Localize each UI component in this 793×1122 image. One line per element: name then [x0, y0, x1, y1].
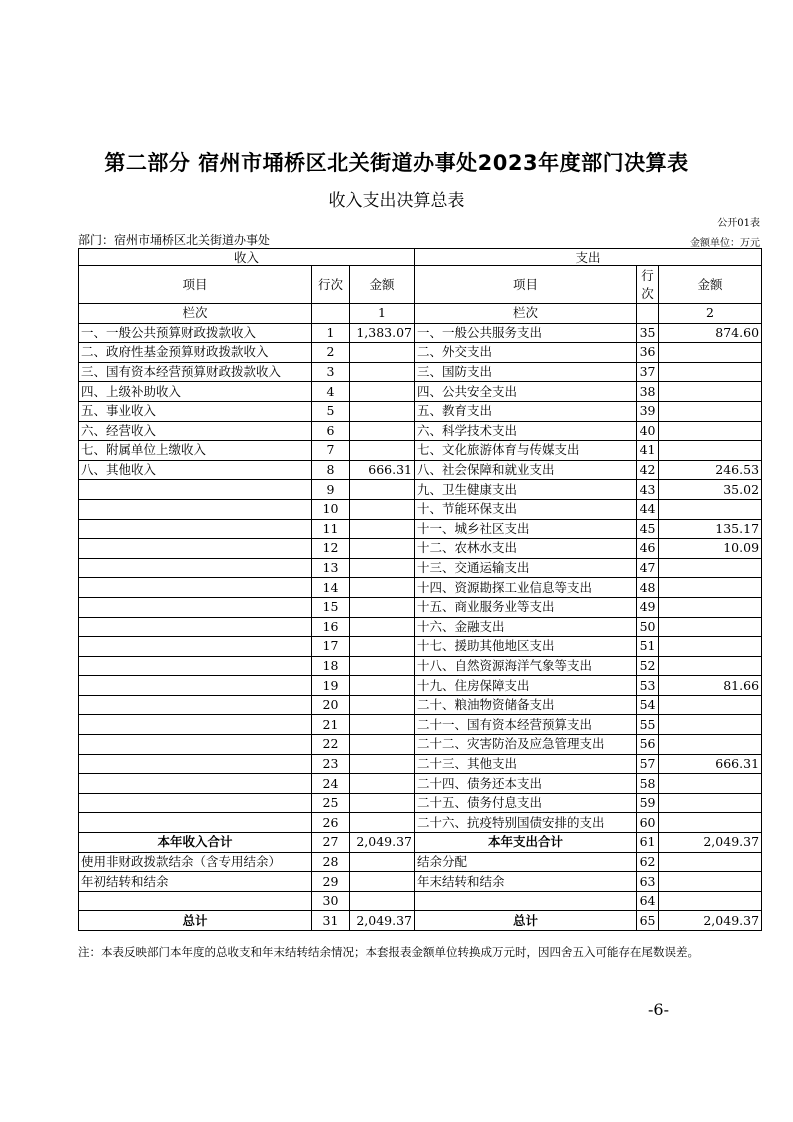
- income-amount-cell: [350, 793, 415, 813]
- expense-amount-cell: [659, 382, 762, 402]
- header-row-columns: [79, 266, 762, 304]
- expense-col-label: 栏次: [415, 304, 637, 324]
- table-row: [79, 754, 762, 774]
- income-item-cell: 一、一般公共预算财政拨款收入: [79, 323, 312, 343]
- expense-rowno-cell: 51: [637, 637, 659, 657]
- income-item-cell: 本年收入合计: [79, 833, 312, 853]
- expense-item-cell: 十三、交通运输支出: [415, 558, 637, 578]
- expense-item-cell: 十九、住房保障支出: [415, 676, 637, 696]
- income-amount-cell: [350, 441, 415, 461]
- income-rowno-cell: 26: [312, 813, 350, 833]
- income-amount-cell: [350, 480, 415, 500]
- expense-item-cell: 二十四、债务还本支出: [415, 774, 637, 794]
- income-amount-cell: [350, 597, 415, 617]
- income-header: 收入: [79, 249, 415, 266]
- expense-item-cell: 十七、援助其他地区支出: [415, 637, 637, 657]
- income-amount-cell: 666.31: [350, 460, 415, 480]
- form-number: 公开01表: [717, 218, 760, 229]
- expense-rowno-cell: 43: [637, 480, 659, 500]
- income-rowno-cell: 25: [312, 793, 350, 813]
- table-row: [79, 813, 762, 833]
- amount-unit-label: 金额单位：万元: [690, 238, 760, 249]
- income-rowno-cell: 23: [312, 754, 350, 774]
- table-row: [79, 793, 762, 813]
- expense-rowno-cell: 58: [637, 774, 659, 794]
- expense-amount-cell: 666.31: [659, 754, 762, 774]
- income-rowno-cell: 22: [312, 735, 350, 755]
- expense-item-header: 项目: [415, 266, 637, 304]
- income-rowno-cell: 4: [312, 382, 350, 402]
- income-amount-cell: [350, 401, 415, 421]
- income-item-cell: [79, 558, 312, 578]
- expense-amount-cell: [659, 656, 762, 676]
- expense-item-cell: [415, 891, 637, 911]
- income-item-cell: 总计: [79, 911, 312, 931]
- income-rowno-cell: 14: [312, 578, 350, 598]
- income-amount-cell: [350, 656, 415, 676]
- expense-item-cell: 四、公共安全支出: [415, 382, 637, 402]
- income-item-cell: 六、经营收入: [79, 421, 312, 441]
- page-title: 第二部分 宿州市埇桥区北关街道办事处2023年度部门决算表: [104, 151, 689, 175]
- expense-item-cell: 八、社会保障和就业支出: [415, 460, 637, 480]
- income-amount-header: 金额: [350, 266, 415, 304]
- table-row: [79, 774, 762, 794]
- expense-amount-cell: [659, 813, 762, 833]
- expense-item-cell: 本年支出合计: [415, 833, 637, 853]
- expense-amount-cell: [659, 578, 762, 598]
- expense-amount-cell: [659, 695, 762, 715]
- income-item-cell: [79, 891, 312, 911]
- table-row: [79, 833, 762, 853]
- expense-amount-cell: 246.53: [659, 460, 762, 480]
- table-row: [79, 656, 762, 676]
- income-rowno-cell: 15: [312, 597, 350, 617]
- expense-item-cell: 总计: [415, 911, 637, 931]
- expense-item-cell: 二、外交支出: [415, 343, 637, 363]
- income-rowno-cell: 6: [312, 421, 350, 441]
- income-col-label: 栏次: [79, 304, 312, 324]
- income-item-cell: [79, 695, 312, 715]
- expense-item-cell: 十八、自然资源海洋气象等支出: [415, 656, 637, 676]
- income-item-cell: [79, 676, 312, 696]
- income-amount-cell: [350, 558, 415, 578]
- expense-rowno-cell: 62: [637, 852, 659, 872]
- income-rowno-cell: 16: [312, 617, 350, 637]
- income-amount-cell: [350, 362, 415, 382]
- table-row: [79, 637, 762, 657]
- income-rowno-cell: 9: [312, 480, 350, 500]
- expense-rowno-cell: 39: [637, 401, 659, 421]
- expense-amount-cell: 135.17: [659, 519, 762, 539]
- table-row: [79, 617, 762, 637]
- table-row: [79, 891, 762, 911]
- income-amount-cell: [350, 774, 415, 794]
- income-rowno-cell: 19: [312, 676, 350, 696]
- table-row: [79, 852, 762, 872]
- expense-rowno-cell: 60: [637, 813, 659, 833]
- income-rowno-cell: 13: [312, 558, 350, 578]
- income-rowno-cell: 21: [312, 715, 350, 735]
- expense-amount-cell: 35.02: [659, 480, 762, 500]
- income-item-cell: [79, 813, 312, 833]
- expense-rowno-cell: 47: [637, 558, 659, 578]
- income-item-cell: [79, 499, 312, 519]
- income-amount-cell: [350, 617, 415, 637]
- table-row: [79, 401, 762, 421]
- expense-item-cell: 九、卫生健康支出: [415, 480, 637, 500]
- expense-amount-cell: [659, 872, 762, 892]
- income-amount-cell: [350, 676, 415, 696]
- table-row: [79, 343, 762, 363]
- income-item-cell: 年初结转和结余: [79, 872, 312, 892]
- expense-amount-cell: [659, 735, 762, 755]
- income-rowno-cell: 20: [312, 695, 350, 715]
- income-item-cell: [79, 793, 312, 813]
- income-item-cell: [79, 519, 312, 539]
- expense-amount-cell: [659, 793, 762, 813]
- income-col-blank: [312, 304, 350, 324]
- expense-header: 支出: [415, 249, 762, 266]
- expense-item-cell: 三、国防支出: [415, 362, 637, 382]
- income-rowno-cell: 31: [312, 911, 350, 931]
- income-item-cell: [79, 715, 312, 735]
- expense-amount-cell: [659, 401, 762, 421]
- expense-amount-cell: 81.66: [659, 676, 762, 696]
- expense-item-cell: 十四、资源勘探工业信息等支出: [415, 578, 637, 598]
- col-index-2: 2: [659, 304, 762, 324]
- income-amount-cell: 2,049.37: [350, 833, 415, 853]
- income-rowno-cell: 18: [312, 656, 350, 676]
- expense-item-cell: 二十、粮油物资储备支出: [415, 695, 637, 715]
- expense-item-cell: 一、一般公共服务支出: [415, 323, 637, 343]
- income-rowno-cell: 1: [312, 323, 350, 343]
- table-row: [79, 911, 762, 931]
- income-item-cell: 八、其他收入: [79, 460, 312, 480]
- expense-item-cell: 十一、城乡社区支出: [415, 519, 637, 539]
- table-row: [79, 519, 762, 539]
- income-amount-cell: [350, 852, 415, 872]
- table-row: [79, 382, 762, 402]
- expense-rowno-cell: 36: [637, 343, 659, 363]
- expense-amount-cell: [659, 852, 762, 872]
- income-amount-cell: [350, 695, 415, 715]
- income-amount-cell: [350, 813, 415, 833]
- expense-item-cell: 十二、农林水支出: [415, 539, 637, 559]
- income-item-cell: [79, 578, 312, 598]
- expense-amount-cell: [659, 558, 762, 578]
- expense-rowno-cell: 53: [637, 676, 659, 696]
- expense-rowno-cell: 46: [637, 539, 659, 559]
- income-amount-cell: [350, 382, 415, 402]
- income-amount-cell: 1,383.07: [350, 323, 415, 343]
- income-rowno-cell: 3: [312, 362, 350, 382]
- expense-amount-cell: 2,049.37: [659, 911, 762, 931]
- expense-amount-cell: 10.09: [659, 539, 762, 559]
- income-amount-cell: [350, 754, 415, 774]
- expense-rowno-cell: 41: [637, 441, 659, 461]
- expense-rowno-cell: 65: [637, 911, 659, 931]
- expense-amount-cell: [659, 637, 762, 657]
- income-rowno-cell: 10: [312, 499, 350, 519]
- expense-item-cell: 十五、商业服务业等支出: [415, 597, 637, 617]
- expense-rowno-cell: 38: [637, 382, 659, 402]
- income-rowno-cell: 17: [312, 637, 350, 657]
- expense-rowno-cell: 48: [637, 578, 659, 598]
- table-row: [79, 421, 762, 441]
- table-row: [79, 676, 762, 696]
- income-rowno-cell: 24: [312, 774, 350, 794]
- expense-rowno-cell: 42: [637, 460, 659, 480]
- expense-rowno-cell: 63: [637, 872, 659, 892]
- rowno-char-1: 行: [641, 267, 654, 283]
- income-rowno-header: 行次: [312, 266, 350, 304]
- department-label: 部门：宿州市埇桥区北关街道办事处: [78, 233, 271, 247]
- expense-rowno-cell: 35: [637, 323, 659, 343]
- expense-rowno-cell: 64: [637, 891, 659, 911]
- table-row: [79, 872, 762, 892]
- income-amount-cell: 2,049.37: [350, 911, 415, 931]
- expense-amount-cell: [659, 597, 762, 617]
- income-amount-cell: [350, 735, 415, 755]
- income-expense-table: [78, 248, 762, 931]
- income-rowno-cell: 11: [312, 519, 350, 539]
- table-row: [79, 539, 762, 559]
- table-row: [79, 499, 762, 519]
- table-row: [79, 558, 762, 578]
- expense-amount-header: 金额: [659, 266, 762, 304]
- expense-amount-cell: [659, 343, 762, 363]
- income-item-cell: 四、上级补助收入: [79, 382, 312, 402]
- expense-rowno-header: [637, 266, 659, 304]
- income-item-cell: 五、事业收入: [79, 401, 312, 421]
- income-item-cell: 二、政府性基金预算财政拨款收入: [79, 343, 312, 363]
- table-row: [79, 578, 762, 598]
- table-note: 注：本表反映部门本年度的总收支和年末结转结余情况；本套报表金额单位转换成万元时，因四舍五入可能存在尾数误差。: [78, 945, 699, 959]
- expense-item-cell: 五、教育支出: [415, 401, 637, 421]
- income-item-cell: [79, 656, 312, 676]
- income-amount-cell: [350, 578, 415, 598]
- expense-rowno-cell: 56: [637, 735, 659, 755]
- income-item-cell: 三、国有资本经营预算财政拨款收入: [79, 362, 312, 382]
- expense-rowno-cell: 59: [637, 793, 659, 813]
- income-amount-cell: [350, 343, 415, 363]
- expense-col-blank: [637, 304, 659, 324]
- header-row-sections: [79, 249, 762, 266]
- income-rowno-cell: 12: [312, 539, 350, 559]
- income-item-cell: [79, 617, 312, 637]
- expense-item-cell: 六、科学技术支出: [415, 421, 637, 441]
- expense-item-cell: 年末结转和结余: [415, 872, 637, 892]
- table-subtitle: 收入支出决算总表: [328, 191, 465, 211]
- income-item-cell: [79, 735, 312, 755]
- expense-rowno-cell: 37: [637, 362, 659, 382]
- expense-item-cell: 二十五、债务付息支出: [415, 793, 637, 813]
- expense-amount-cell: [659, 499, 762, 519]
- income-rowno-cell: 27: [312, 833, 350, 853]
- income-amount-cell: [350, 499, 415, 519]
- income-item-cell: [79, 597, 312, 617]
- expense-item-cell: 七、文化旅游体育与传媒支出: [415, 441, 637, 461]
- table-row: [79, 362, 762, 382]
- expense-item-cell: 十、节能环保支出: [415, 499, 637, 519]
- expense-rowno-cell: 50: [637, 617, 659, 637]
- table-row: [79, 735, 762, 755]
- income-amount-cell: [350, 715, 415, 735]
- income-item-cell: [79, 774, 312, 794]
- expense-amount-cell: [659, 421, 762, 441]
- rowno-char-2: 次: [641, 285, 654, 301]
- income-item-cell: [79, 637, 312, 657]
- expense-rowno-cell: 61: [637, 833, 659, 853]
- expense-rowno-cell: 52: [637, 656, 659, 676]
- income-item-cell: [79, 480, 312, 500]
- table-row: [79, 441, 762, 461]
- expense-amount-cell: [659, 891, 762, 911]
- expense-rowno-cell: 54: [637, 695, 659, 715]
- income-amount-cell: [350, 872, 415, 892]
- income-rowno-cell: 29: [312, 872, 350, 892]
- expense-rowno-cell: 45: [637, 519, 659, 539]
- column-index-row: [79, 304, 762, 324]
- income-rowno-cell: 8: [312, 460, 350, 480]
- expense-amount-cell: [659, 715, 762, 735]
- income-item-cell: 使用非财政拨款结余（含专用结余）: [79, 852, 312, 872]
- expense-amount-cell: 874.60: [659, 323, 762, 343]
- expense-item-cell: 十六、金融支出: [415, 617, 637, 637]
- expense-item-cell: 二十六、抗疫特别国债安排的支出: [415, 813, 637, 833]
- income-amount-cell: [350, 891, 415, 911]
- expense-item-cell: 二十二、灾害防治及应急管理支出: [415, 735, 637, 755]
- expense-rowno-cell: 44: [637, 499, 659, 519]
- table-row: [79, 715, 762, 735]
- expense-rowno-cell: 55: [637, 715, 659, 735]
- income-item-cell: [79, 539, 312, 559]
- table-row: [79, 460, 762, 480]
- income-amount-cell: [350, 539, 415, 559]
- income-item-cell: [79, 754, 312, 774]
- table-row: [79, 695, 762, 715]
- income-item-header: 项目: [79, 266, 312, 304]
- income-rowno-cell: 5: [312, 401, 350, 421]
- table-row: [79, 323, 762, 343]
- table-row: [79, 480, 762, 500]
- income-amount-cell: [350, 421, 415, 441]
- expense-item-cell: 结余分配: [415, 852, 637, 872]
- income-item-cell: 七、附属单位上缴收入: [79, 441, 312, 461]
- income-amount-cell: [350, 519, 415, 539]
- expense-amount-cell: [659, 362, 762, 382]
- table-row: [79, 597, 762, 617]
- income-rowno-cell: 28: [312, 852, 350, 872]
- expense-amount-cell: [659, 441, 762, 461]
- expense-rowno-cell: 49: [637, 597, 659, 617]
- page-number: -6-: [648, 1000, 669, 1019]
- expense-item-cell: 二十三、其他支出: [415, 754, 637, 774]
- expense-rowno-cell: 57: [637, 754, 659, 774]
- col-index-1: 1: [350, 304, 415, 324]
- income-rowno-cell: 7: [312, 441, 350, 461]
- expense-amount-cell: [659, 774, 762, 794]
- expense-amount-cell: 2,049.37: [659, 833, 762, 853]
- expense-item-cell: 二十一、国有资本经营预算支出: [415, 715, 637, 735]
- expense-amount-cell: [659, 617, 762, 637]
- expense-rowno-cell: 40: [637, 421, 659, 441]
- income-rowno-cell: 2: [312, 343, 350, 363]
- income-amount-cell: [350, 637, 415, 657]
- income-rowno-cell: 30: [312, 891, 350, 911]
